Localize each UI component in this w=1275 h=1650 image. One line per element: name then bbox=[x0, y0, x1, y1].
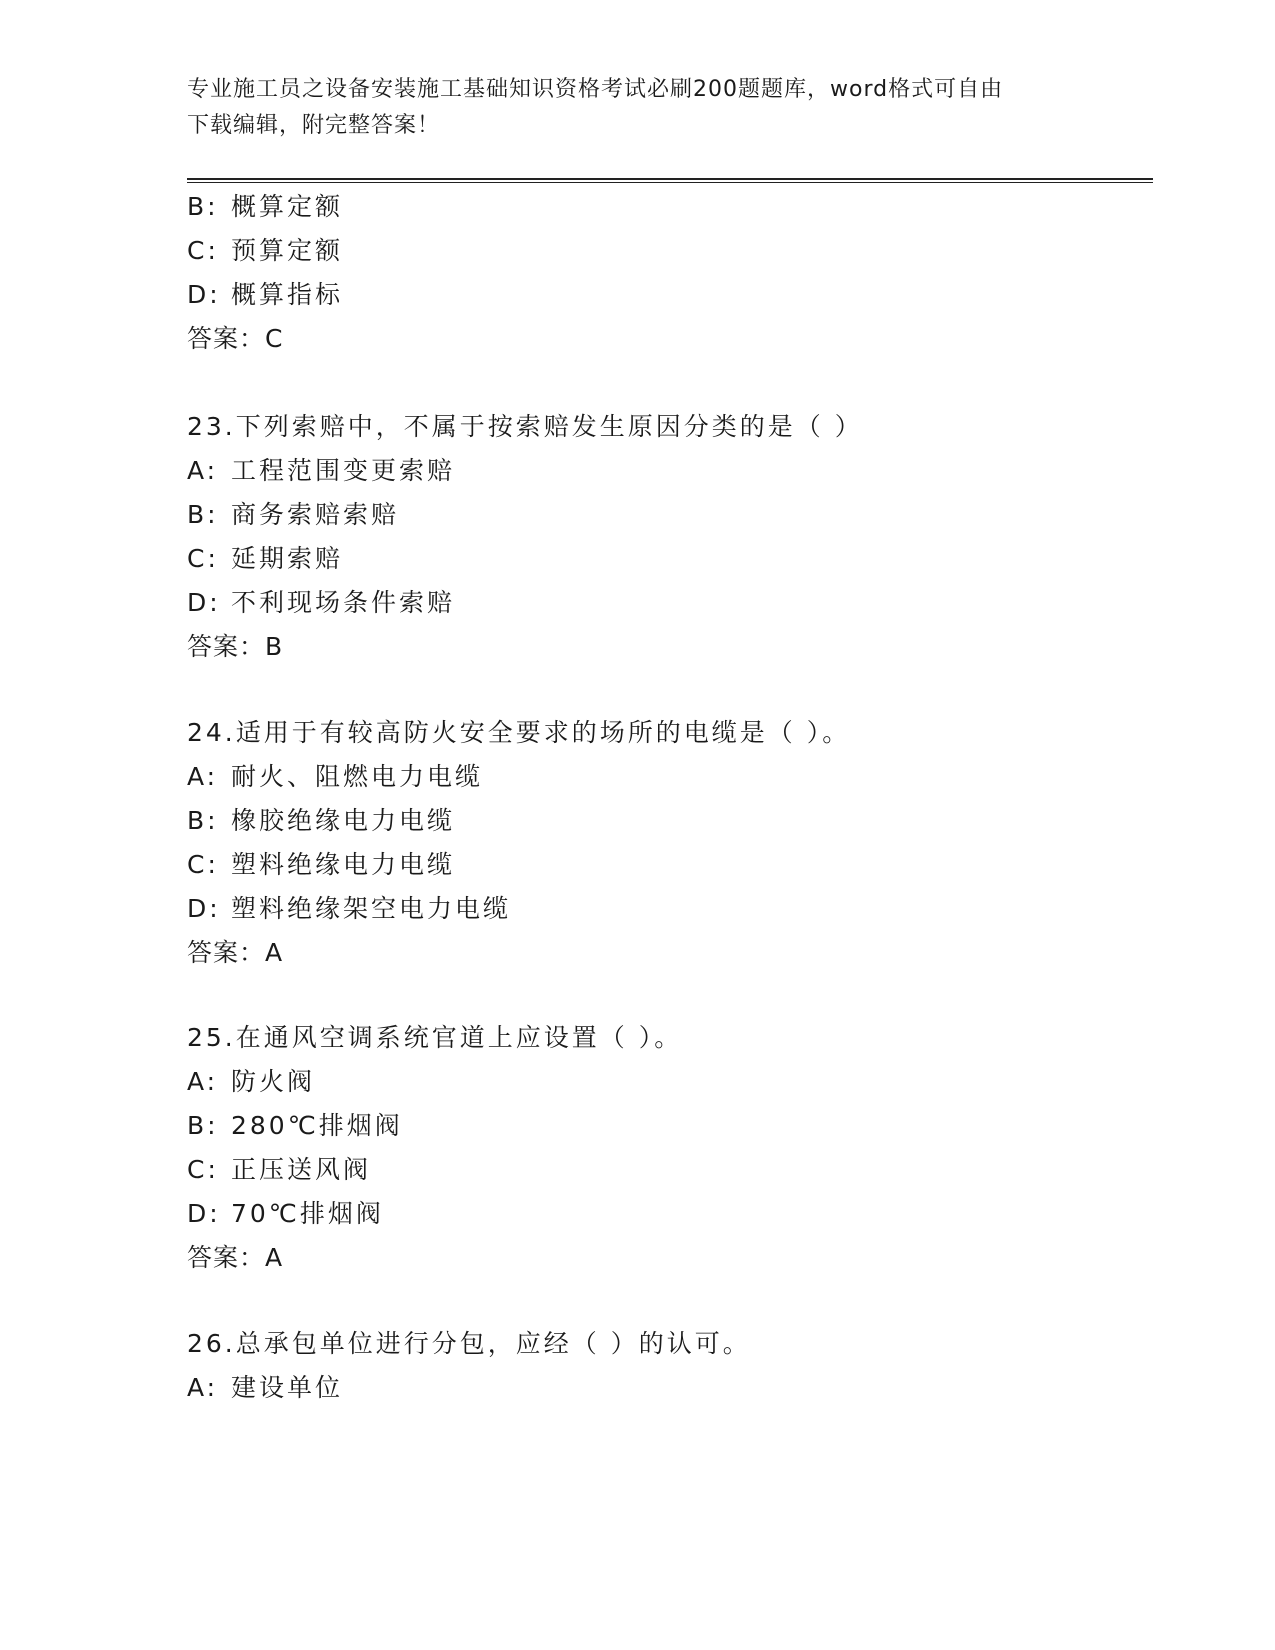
option-a bbox=[187, 757, 483, 793]
option-a bbox=[187, 1368, 343, 1404]
question-stem: 23.下列索赔中，不属于按索赔发生原因分类的是（ ） bbox=[187, 412, 863, 441]
option-text: 耐火、阻燃电力电缆 bbox=[231, 762, 484, 791]
option-b bbox=[187, 1106, 403, 1142]
option-b bbox=[187, 495, 399, 531]
option-a bbox=[187, 451, 455, 487]
option-a bbox=[187, 1062, 315, 1098]
option-letter: D: bbox=[187, 588, 221, 617]
option-letter: C: bbox=[187, 1155, 219, 1184]
option-text: 280℃排烟阀 bbox=[231, 1111, 403, 1140]
question-stem: 24.适用于有较高防火安全要求的场所的电缆是（ ）。 bbox=[187, 718, 851, 747]
option-text: 预算定额 bbox=[231, 236, 344, 265]
option-text: 正压送风阀 bbox=[231, 1155, 372, 1184]
header-line-2: 下载编辑，附完整答案！ bbox=[187, 113, 441, 138]
option-text: 塑料绝缘电力电缆 bbox=[231, 850, 456, 879]
option-text: 不利现场条件索赔 bbox=[231, 588, 456, 617]
option-d bbox=[187, 1194, 384, 1230]
option-text: 塑料绝缘架空电力电缆 bbox=[231, 894, 512, 923]
question-stem: 25.在通风空调系统官道上应设置（ ）。 bbox=[187, 1023, 683, 1052]
option-d bbox=[187, 583, 455, 619]
answer-line: 答案：A bbox=[187, 1243, 284, 1272]
option-letter: A: bbox=[187, 1373, 219, 1402]
option-letter: C: bbox=[187, 544, 219, 573]
option-c bbox=[187, 1150, 371, 1186]
option-letter: C: bbox=[187, 236, 219, 265]
header-divider bbox=[187, 178, 1153, 183]
option-c bbox=[187, 845, 455, 881]
header-line-1: 专业施工员之设备安装施工基础知识资格考试必刷200题题库，word格式可自由 bbox=[187, 77, 1004, 102]
option-c bbox=[187, 231, 343, 267]
option-letter: A: bbox=[187, 1067, 219, 1096]
option-letter: A: bbox=[187, 456, 219, 485]
option-letter: D: bbox=[187, 280, 221, 309]
answer-line: 答案：A bbox=[187, 938, 284, 967]
option-letter: B: bbox=[187, 1111, 219, 1140]
option-letter: D: bbox=[187, 1199, 221, 1228]
option-letter: B: bbox=[187, 500, 219, 529]
option-text: 概算定额 bbox=[231, 192, 344, 221]
option-b bbox=[187, 801, 455, 837]
option-letter: C: bbox=[187, 850, 219, 879]
option-letter: B: bbox=[187, 806, 219, 835]
option-text: 商务索赔索赔 bbox=[231, 500, 400, 529]
option-text: 概算指标 bbox=[231, 280, 344, 309]
option-d bbox=[187, 889, 511, 925]
option-d bbox=[187, 275, 343, 311]
option-letter: B: bbox=[187, 192, 219, 221]
option-text: 防火阀 bbox=[231, 1067, 316, 1096]
document-header bbox=[187, 72, 1067, 144]
answer-line: 答案：B bbox=[187, 632, 284, 661]
option-b bbox=[187, 187, 343, 223]
option-letter: A: bbox=[187, 762, 219, 791]
option-text: 70℃排烟阀 bbox=[231, 1199, 384, 1228]
option-c bbox=[187, 539, 343, 575]
question-stem: 26.总承包单位进行分包，应经（ ）的认可。 bbox=[187, 1329, 751, 1358]
option-text: 延期索赔 bbox=[231, 544, 344, 573]
option-letter: D: bbox=[187, 894, 221, 923]
option-text: 工程范围变更索赔 bbox=[231, 456, 456, 485]
option-text: 建设单位 bbox=[231, 1373, 344, 1402]
answer-line: 答案：C bbox=[187, 324, 284, 353]
option-text: 橡胶绝缘电力电缆 bbox=[231, 806, 456, 835]
